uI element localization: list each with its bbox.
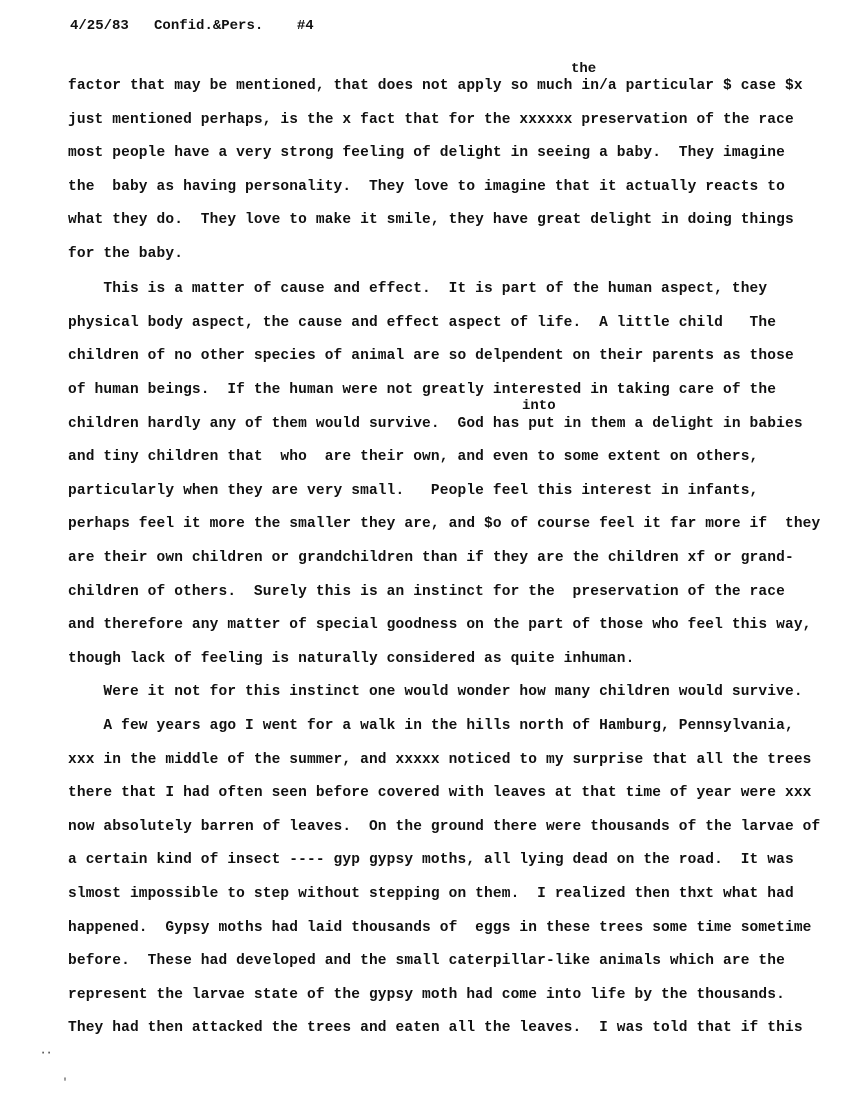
header-date: 4/25/83: [70, 18, 129, 34]
inserted-word-the: the: [571, 61, 597, 77]
text-line: perhaps feel it more the smaller they are, and $o of course feel it far more if they: [68, 516, 821, 533]
text-line: children of no other species of animal are so delpendent on their parents as those: [68, 348, 794, 365]
text-line: happened. Gypsy moths had laid thousands of eggs in these trees some time sometime: [68, 919, 812, 936]
text-line: are their own children or grandchildren than if they are the children xf or grand-: [68, 549, 794, 566]
inserted-word-into: into: [522, 398, 556, 414]
text-line: particularly when they are very small. People feel this interest in infants,: [68, 482, 759, 499]
text-line: children of others. Surely this is an instinct for the preservation of the race: [68, 583, 785, 600]
text-line: factor that may be mentioned, that does not apply so much in/a particular $ case $x: [68, 78, 803, 94]
text-line: Were it not for this instinct one would wonder how many children would survive.: [68, 684, 803, 701]
text-line: A few years ago I went for a walk in the hills north of Hamburg, Pennsylvania,: [68, 717, 794, 734]
text-line: of human beings. If the human were not greatly interested in taking care of the: [68, 381, 777, 398]
text-line: and therefore any matter of special goodness on the part of those who feel this way,: [68, 617, 812, 634]
text-line: before. These had developed and the small caterpillar-like animals which are the: [68, 953, 785, 970]
text-line: though lack of feeling is naturally considered as quite inhuman.: [68, 650, 635, 667]
text-line: most people have a very strong feeling of delight in seeing a baby. They imagine: [68, 145, 785, 162]
page-header: [70, 18, 314, 34]
text-line: for the baby.: [68, 246, 184, 262]
header-page-number: #4: [296, 18, 314, 34]
text-line: represent the larvae state of the gypsy moth had come into life by the thousands.: [68, 986, 785, 1003]
text-line: xxx in the middle of the summer, and xxxxx noticed to my surprise that all the trees: [68, 751, 812, 768]
text-line: and tiny children that who are their own, and even to some extent on others,: [68, 449, 759, 466]
text-line: This is a matter of cause and effect. It is part of the human aspect, they: [68, 281, 768, 298]
text-line: there that I had often seen before covered with leaves at that time of year were xxx: [68, 785, 812, 802]
text-line: slmost impossible to step without stepping on them. I realized then thxt what had: [68, 885, 794, 902]
text-line: They had then attacked the trees and eaten all the leaves. I was told that if this: [68, 1020, 803, 1037]
text-line: the baby as having personality. They love to imagine that it actually reacts to: [68, 178, 785, 195]
text-line: just mentioned perhaps, is the x fact that for the xxxxxx preservation of the race: [68, 111, 794, 128]
margin-mark: ': [62, 1078, 69, 1089]
text-line: now absolutely barren of leaves. On the ground there were thousands of the larvae of: [68, 818, 821, 835]
margin-mark: ⋅⋅: [40, 1049, 53, 1060]
text-line: children hardly any of them would survive. God has put in them a delight in babies: [68, 415, 803, 432]
text-line: physical body aspect, the cause and effect aspect of life. A little child The: [68, 314, 777, 331]
text-line: a certain kind of insect ---- gyp gypsy moths, all lying dead on the road. It was: [68, 852, 794, 869]
text-line: what they do. They love to make it smile, they have great delight in doing things: [68, 212, 794, 229]
header-label: Confid.&Pers.: [154, 18, 264, 34]
